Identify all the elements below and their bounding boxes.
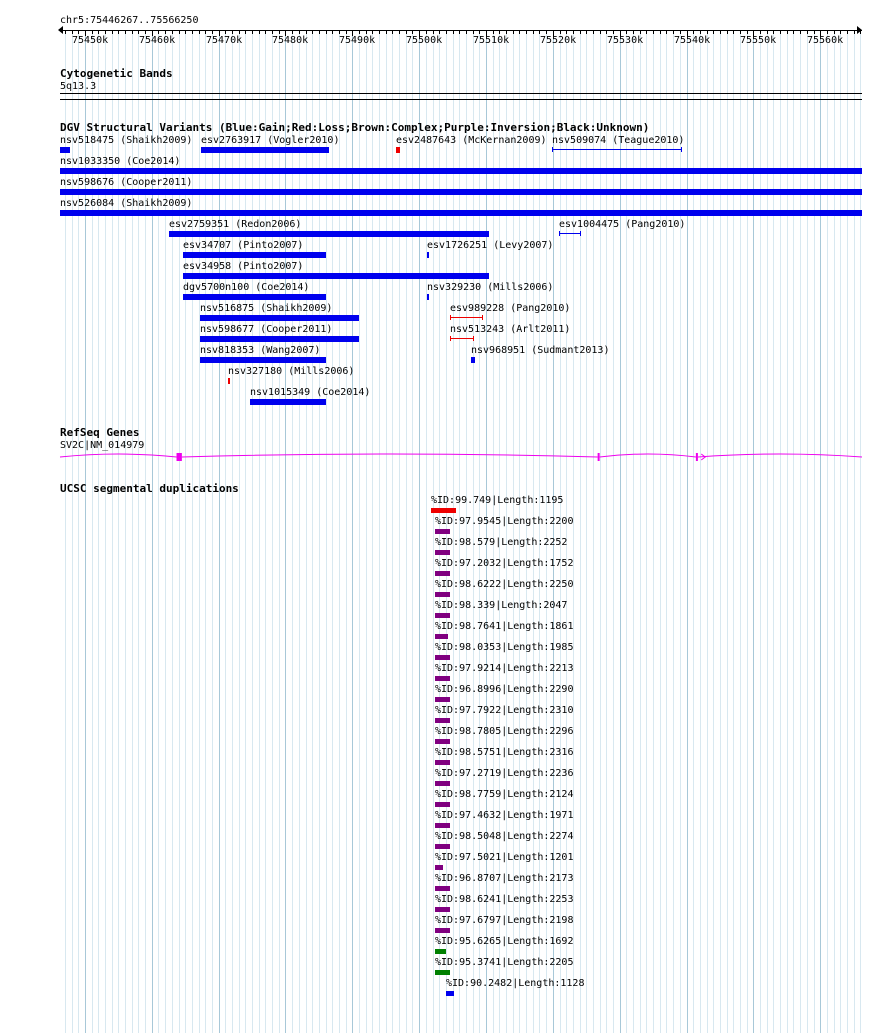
ruler-tick <box>192 31 193 34</box>
segdup-bar[interactable] <box>435 571 450 576</box>
segdup-label[interactable]: %ID:98.7759|Length:2124 <box>435 789 574 800</box>
dgv-feature-interval-cap <box>473 336 474 341</box>
segdup-label[interactable]: %ID:97.7922|Length:2310 <box>435 705 574 716</box>
segdup-bar[interactable] <box>435 550 450 555</box>
dgv-feature-bar[interactable] <box>201 147 329 153</box>
dgv-feature-bar[interactable] <box>183 273 489 279</box>
segdup-bar[interactable] <box>435 655 450 660</box>
ruler-tick-label: 75510k <box>473 35 510 46</box>
ruler-tick <box>372 31 373 34</box>
dgv-feature-bar[interactable] <box>396 147 400 153</box>
ruler-tick <box>626 31 627 34</box>
segdup-bar[interactable] <box>435 676 450 681</box>
ruler-tick <box>379 31 380 34</box>
cytoband-label: 5q13.3 <box>60 81 97 92</box>
segdup-bar[interactable] <box>435 760 450 765</box>
segdup-label[interactable]: %ID:98.339|Length:2047 <box>435 600 568 611</box>
segdup-label[interactable]: %ID:95.6265|Length:1692 <box>435 936 574 947</box>
ruler-tick-label: 75550k <box>740 35 777 46</box>
dgv-feature-bar[interactable] <box>427 252 429 258</box>
segdup-bar[interactable] <box>435 697 450 702</box>
ruler-tick-label: 75470k <box>206 35 243 46</box>
ruler-axis <box>60 30 862 31</box>
ruler-tick <box>453 31 454 34</box>
ruler-tick <box>854 31 855 34</box>
segdup-label[interactable]: %ID:98.0353|Length:1985 <box>435 642 574 653</box>
segdup-bar[interactable] <box>446 991 454 996</box>
dgv-feature-label[interactable]: nsv518475 (Shaikh2009) <box>60 135 193 146</box>
refseq-gene-label[interactable]: SV2C|NM_014979 <box>60 440 145 451</box>
dgv-feature-bar[interactable] <box>228 378 230 384</box>
ruler-tick <box>827 31 828 34</box>
dgv-feature-bar[interactable] <box>427 294 429 300</box>
segdup-track-title: UCSC segmental duplications <box>60 482 239 495</box>
ruler-tick <box>72 31 73 34</box>
ruler-tick <box>493 31 494 34</box>
dgv-feature-interval-cap <box>450 336 451 341</box>
dgv-feature-label[interactable]: nsv526084 (Shaikh2009) <box>60 198 193 209</box>
segdup-label[interactable]: %ID:98.5048|Length:2274 <box>435 831 574 842</box>
ruler-tick-label: 75520k <box>540 35 577 46</box>
ruler-tick <box>767 31 768 34</box>
cytoband-ideogram-top <box>60 93 862 94</box>
locus-label: chr5:75446267..75566250 <box>60 15 199 26</box>
ruler-tick <box>646 31 647 34</box>
ruler-tick <box>573 31 574 34</box>
ruler-tick <box>112 31 113 34</box>
ruler-tick <box>386 31 387 34</box>
segdup-label[interactable]: %ID:98.579|Length:2252 <box>435 537 568 548</box>
dgv-feature-bar[interactable] <box>60 189 862 195</box>
ruler-tick <box>700 31 701 34</box>
dgv-feature-label[interactable]: esv34958 (Pinto2007) <box>183 261 304 272</box>
ruler-tick <box>793 31 794 34</box>
ruler-tick <box>185 31 186 34</box>
ruler-tick <box>660 31 661 34</box>
segdup-bar[interactable] <box>435 886 450 891</box>
ruler-tick-label: 75500k <box>406 35 443 46</box>
ruler-tick <box>312 31 313 34</box>
segdup-bar[interactable] <box>435 592 450 597</box>
dgv-feature-bar[interactable] <box>169 231 489 237</box>
ruler-tick <box>600 31 601 34</box>
dgv-feature-interval[interactable] <box>552 149 682 150</box>
dgv-feature-bar[interactable] <box>60 168 862 174</box>
segdup-bar[interactable] <box>435 781 450 786</box>
ruler-tick <box>499 31 500 34</box>
dgv-feature-interval-cap <box>482 315 483 320</box>
ruler-tick <box>533 31 534 34</box>
ruler-tick <box>433 31 434 34</box>
dgv-feature-interval-cap <box>580 231 581 236</box>
ruler-tick-label: 75560k <box>807 35 844 46</box>
ruler-tick <box>292 31 293 34</box>
refseq-exon[interactable] <box>177 453 182 461</box>
ruler-tick <box>98 31 99 34</box>
ruler-tick <box>673 31 674 34</box>
ruler-tick <box>132 31 133 34</box>
segdup-bar[interactable] <box>435 928 450 933</box>
ruler-tick <box>807 31 808 34</box>
cytoband-track-title: Cytogenetic Bands <box>60 67 173 80</box>
segdup-label[interactable]: %ID:97.4632|Length:1971 <box>435 810 574 821</box>
ruler-tick <box>506 31 507 34</box>
ruler-tick <box>446 31 447 34</box>
segdup-label[interactable]: %ID:96.8996|Length:2290 <box>435 684 574 695</box>
ruler-tick <box>125 31 126 34</box>
ruler-tick <box>205 31 206 34</box>
dgv-feature-label[interactable]: esv2487643 (McKernan2009) <box>396 135 547 146</box>
segdup-bar[interactable] <box>435 718 450 723</box>
ruler-tick <box>232 31 233 34</box>
ruler-tick <box>847 31 848 34</box>
ruler-tick <box>406 31 407 34</box>
ruler-tick <box>593 31 594 34</box>
segdup-label[interactable]: %ID:98.7641|Length:1861 <box>435 621 574 632</box>
ruler-tick <box>165 31 166 34</box>
dgv-feature-label[interactable]: esv34707 (Pinto2007) <box>183 240 304 251</box>
segdup-bar[interactable] <box>435 529 450 534</box>
segdup-label[interactable]: %ID:97.5021|Length:1201 <box>435 852 574 863</box>
dgv-feature-bar[interactable] <box>60 147 70 153</box>
segdup-label[interactable]: %ID:97.6797|Length:2198 <box>435 915 574 926</box>
ruler-tick <box>720 31 721 34</box>
dgv-feature-interval-cap <box>552 147 553 152</box>
segdup-label[interactable]: %ID:98.6241|Length:2253 <box>435 894 574 905</box>
segdup-bar[interactable] <box>435 949 446 954</box>
dgv-feature-bar[interactable] <box>200 315 359 321</box>
dgv-feature-label[interactable]: esv989228 (Pang2010) <box>450 303 571 314</box>
ruler-tick <box>466 31 467 34</box>
segdup-label[interactable]: %ID:95.3741|Length:2205 <box>435 957 574 968</box>
dgv-feature-interval-cap <box>450 315 451 320</box>
ruler-tick <box>780 31 781 34</box>
dgv-feature-label[interactable]: nsv818353 (Wang2007) <box>200 345 321 356</box>
ruler-tick <box>306 31 307 34</box>
dgv-feature-label[interactable]: nsv327180 (Mills2006) <box>228 366 355 377</box>
ruler-tick <box>412 31 413 34</box>
ruler-tick <box>245 31 246 34</box>
segdup-bar[interactable] <box>435 865 443 870</box>
ruler-tick <box>346 31 347 34</box>
ruler-tick <box>727 31 728 34</box>
ruler-tick <box>265 31 266 34</box>
cytoband-ideogram-bottom <box>60 99 862 100</box>
ruler-tick <box>392 31 393 34</box>
ruler-tick <box>172 31 173 34</box>
ruler-tick <box>138 31 139 34</box>
ruler-tick <box>546 31 547 34</box>
segdup-bar[interactable] <box>435 970 450 975</box>
ruler-tick <box>613 31 614 34</box>
segdup-bar[interactable] <box>435 907 450 912</box>
ruler-tick-label: 75530k <box>607 35 644 46</box>
ruler-tick <box>326 31 327 34</box>
ruler-tick <box>439 31 440 34</box>
ruler-tick <box>526 31 527 34</box>
ruler-tick <box>145 31 146 34</box>
ruler-tick <box>733 31 734 34</box>
dgv-feature-label[interactable]: nsv509074 (Teague2010) <box>552 135 685 146</box>
dgv-feature-label[interactable]: esv2763917 (Vogler2010) <box>201 135 340 146</box>
ruler-tick <box>680 31 681 34</box>
dgv-feature-label[interactable]: nsv516875 (Shaikh2009) <box>200 303 333 314</box>
segdup-label[interactable]: %ID:97.9214|Length:2213 <box>435 663 574 674</box>
ruler-tick <box>707 31 708 34</box>
ruler-tick-label: 75450k <box>72 35 109 46</box>
ruler-tick <box>399 31 400 34</box>
ruler-tick <box>299 31 300 34</box>
ruler-tick <box>272 31 273 34</box>
ruler-tick <box>566 31 567 34</box>
ruler-tick <box>653 31 654 34</box>
ruler-tick <box>513 31 514 34</box>
ruler-tick <box>92 31 93 34</box>
segdup-label[interactable]: %ID:90.2482|Length:1128 <box>446 978 585 989</box>
dgv-feature-interval-cap <box>559 231 560 236</box>
ruler-tick <box>586 31 587 34</box>
dgv-feature-label[interactable]: nsv329230 (Mills2006) <box>427 282 554 293</box>
ruler-tick <box>606 31 607 34</box>
ruler-tick <box>78 31 79 34</box>
ruler-tick <box>426 31 427 34</box>
ruler-tick <box>252 31 253 34</box>
ruler-tick <box>105 31 106 34</box>
ruler-tick <box>760 31 761 34</box>
ruler-tick <box>640 31 641 34</box>
dgv-feature-label[interactable]: nsv513243 (Arlt2011) <box>450 324 571 335</box>
segdup-bar[interactable] <box>435 844 450 849</box>
ruler-tick <box>118 31 119 34</box>
segdup-bar[interactable] <box>435 613 450 618</box>
segdup-label[interactable]: %ID:98.5751|Length:2316 <box>435 747 574 758</box>
ruler-tick <box>239 31 240 34</box>
dgv-feature-interval[interactable] <box>559 233 581 234</box>
dgv-feature-label[interactable]: nsv598676 (Cooper2011) <box>60 177 193 188</box>
ruler-tick <box>814 31 815 34</box>
ruler-tick <box>747 31 748 34</box>
ruler-tick <box>840 31 841 34</box>
dgv-feature-bar[interactable] <box>250 399 326 405</box>
dgv-feature-bar[interactable] <box>200 336 359 342</box>
ruler-tick <box>279 31 280 34</box>
ruler-tick-label: 75540k <box>674 35 711 46</box>
dgv-feature-bar[interactable] <box>60 210 862 216</box>
segdup-bar[interactable] <box>435 634 448 639</box>
ruler-tick <box>339 31 340 34</box>
ruler-tick <box>519 31 520 34</box>
ruler-arrow-left <box>58 26 63 34</box>
dgv-feature-bar[interactable] <box>471 357 475 363</box>
ruler-tick <box>199 31 200 34</box>
ruler-tick <box>259 31 260 34</box>
dgv-feature-label[interactable]: nsv1015349 (Coe2014) <box>250 387 371 398</box>
ruler-tick-label: 75480k <box>272 35 309 46</box>
ruler-tick <box>773 31 774 34</box>
segdup-label[interactable]: %ID:98.6222|Length:2250 <box>435 579 574 590</box>
dgv-feature-label[interactable]: nsv1033350 (Coe2014) <box>60 156 181 167</box>
ruler-tick <box>713 31 714 34</box>
ruler-tick <box>473 31 474 34</box>
ruler-tick <box>212 31 213 34</box>
ruler-tick-label: 75490k <box>339 35 376 46</box>
dgv-feature-label[interactable]: esv1726251 (Levy2007) <box>427 240 554 251</box>
dgv-feature-interval[interactable] <box>450 338 474 339</box>
ruler-tick <box>666 31 667 34</box>
refseq-track-title: RefSeq Genes <box>60 426 140 439</box>
segdup-bar[interactable] <box>435 802 450 807</box>
ruler-tick <box>319 31 320 34</box>
dgv-feature-bar[interactable] <box>200 357 326 363</box>
segdup-bar[interactable] <box>435 823 450 828</box>
ruler-tick <box>539 31 540 34</box>
ruler-tick <box>459 31 460 34</box>
ruler-tick <box>834 31 835 34</box>
segdup-label[interactable]: %ID:97.2719|Length:2236 <box>435 768 574 779</box>
refseq-gene-svg[interactable] <box>0 447 890 467</box>
dgv-track-title: DGV Structural Variants (Blue:Gain;Red:Loss;Brown:Complex;Purple:Inversion;Black:Unknown) <box>60 121 650 134</box>
dgv-feature-bar[interactable] <box>183 252 326 258</box>
ruler-tick <box>158 31 159 34</box>
dgv-feature-label[interactable]: nsv598677 (Cooper2011) <box>200 324 333 335</box>
ruler-tick <box>479 31 480 34</box>
refseq-exon[interactable] <box>598 453 600 461</box>
dgv-feature-label[interactable]: nsv968951 (Sudmant2013) <box>471 345 610 356</box>
dgv-feature-label[interactable]: dgv5700n100 (Coe2014) <box>183 282 310 293</box>
segdup-bar[interactable] <box>431 508 456 513</box>
segdup-label[interactable]: %ID:98.7805|Length:2296 <box>435 726 574 737</box>
refseq-exon[interactable] <box>696 453 698 461</box>
ruler-tick-label: 75460k <box>139 35 176 46</box>
ruler-tick <box>787 31 788 34</box>
ruler-tick <box>359 31 360 34</box>
ruler-tick <box>65 31 66 34</box>
dgv-feature-interval[interactable] <box>450 317 483 318</box>
ruler-tick <box>366 31 367 34</box>
segdup-label[interactable]: %ID:99.749|Length:1195 <box>431 495 564 506</box>
dgv-feature-bar[interactable] <box>183 294 326 300</box>
ruler-tick <box>633 31 634 34</box>
dgv-feature-interval-cap <box>681 147 682 152</box>
segdup-label[interactable]: %ID:97.9545|Length:2200 <box>435 516 574 527</box>
dgv-feature-label[interactable]: esv2759351 (Redon2006) <box>169 219 302 230</box>
ruler-tick <box>580 31 581 34</box>
ruler-tick <box>225 31 226 34</box>
ruler-tick <box>800 31 801 34</box>
segdup-label[interactable]: %ID:96.8707|Length:2173 <box>435 873 574 884</box>
ruler-tick <box>560 31 561 34</box>
ruler-tick <box>860 31 861 34</box>
ruler-tick <box>693 31 694 34</box>
ruler-tick <box>332 31 333 34</box>
segdup-bar[interactable] <box>435 739 450 744</box>
ruler-tick <box>179 31 180 34</box>
ruler-tick <box>740 31 741 34</box>
dgv-feature-label[interactable]: esv1004475 (Pang2010) <box>559 219 686 230</box>
segdup-label[interactable]: %ID:97.2032|Length:1752 <box>435 558 574 569</box>
